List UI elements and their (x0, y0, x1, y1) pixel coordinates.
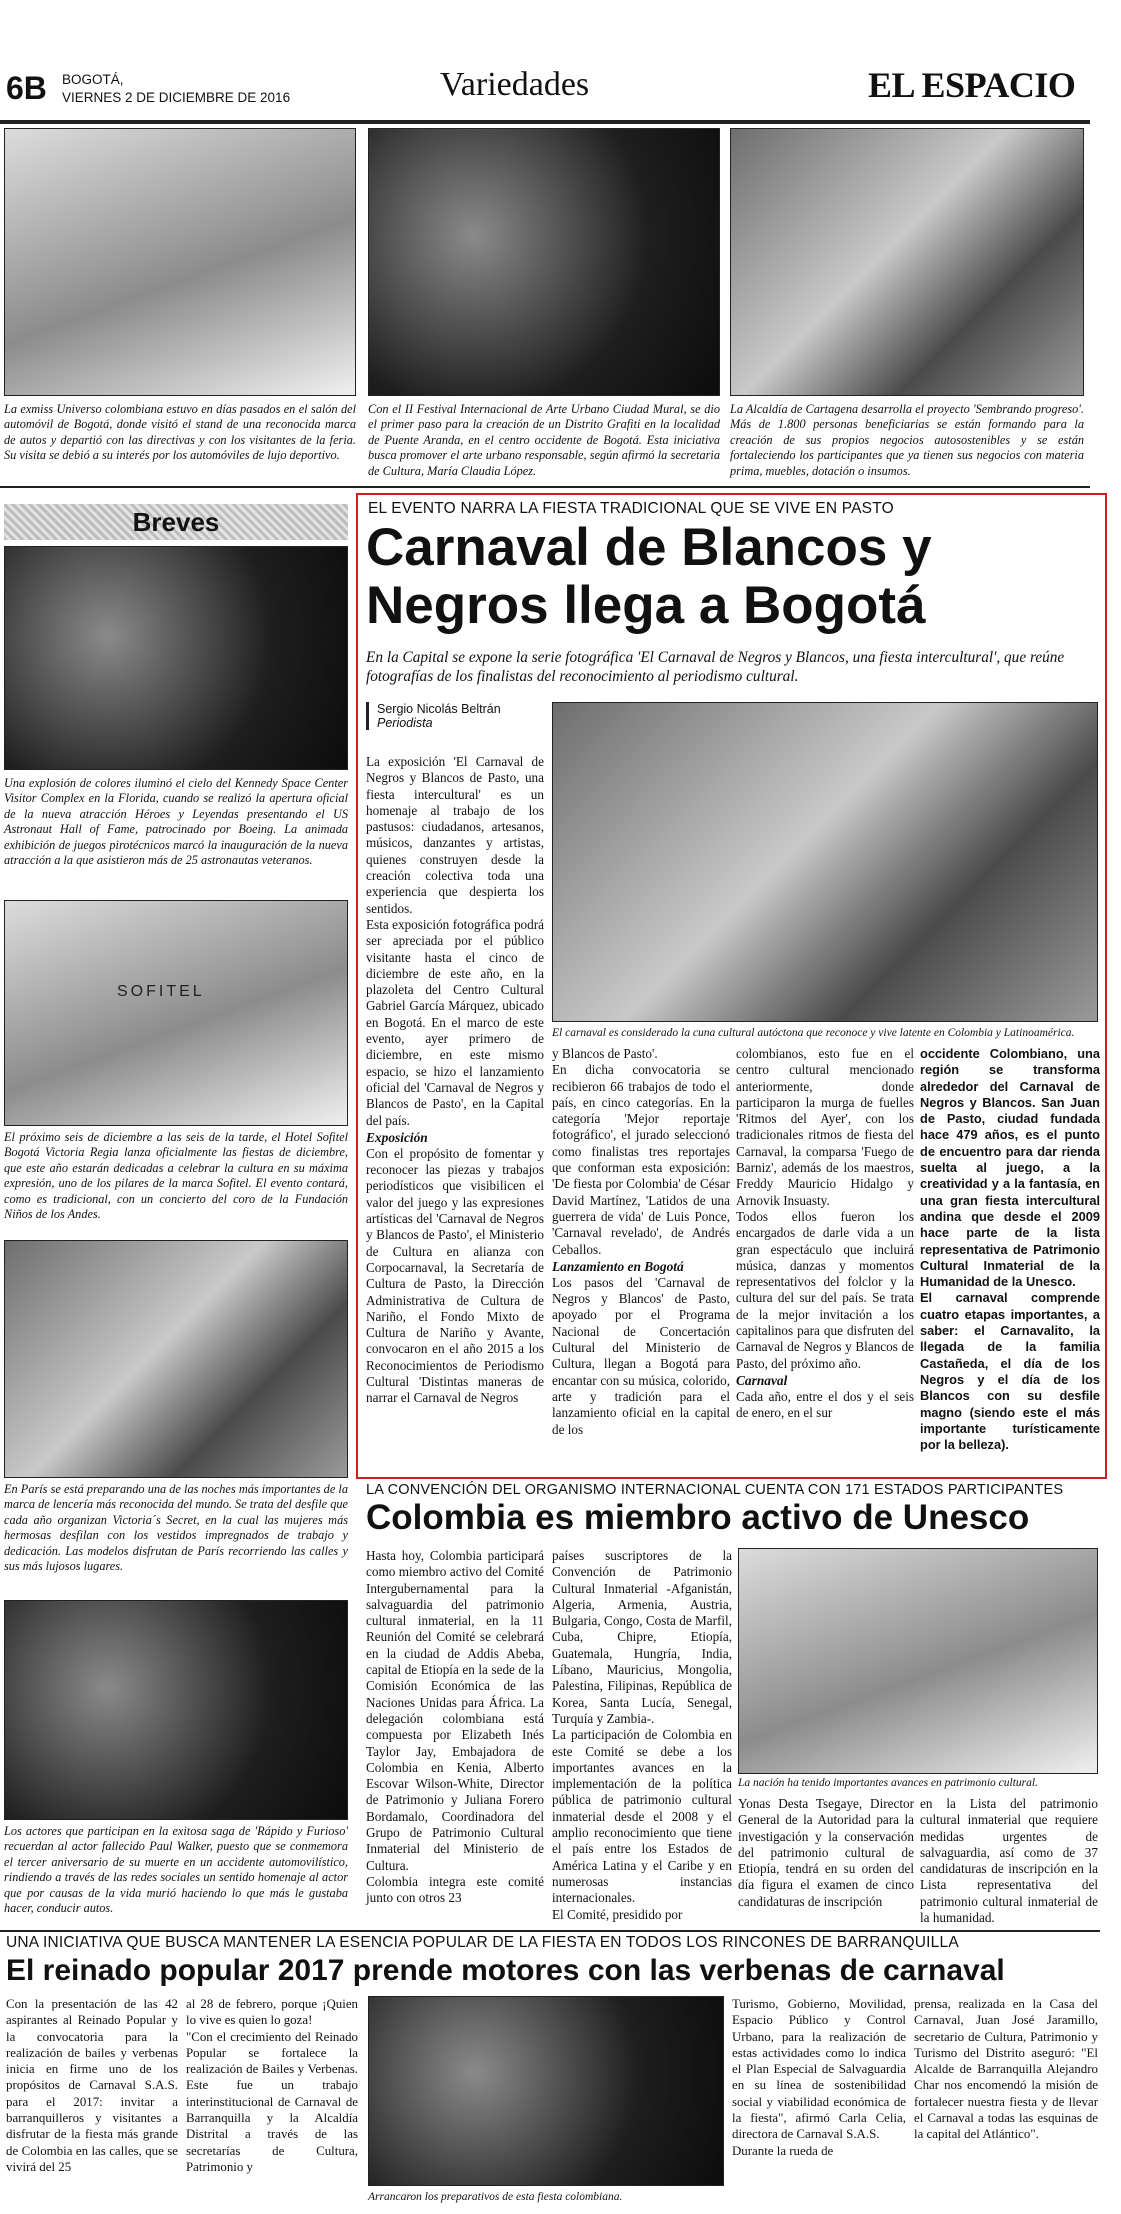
main-kicker: EL EVENTO NARRA LA FIESTA TRADICIONAL QUE SE VIVE EN PASTO (368, 500, 894, 517)
photo-barranquilla (368, 1996, 724, 2186)
unesco-col2-p2: La participación de Colombia en este Comité se debe a los importantes avances en la implementación de la política pública de patrimonio cultural inmaterial desde el 2008 y el amplio reconocimiento que tiene el país entre los Estados de América Latina y el Caribe y en numerosas instancias internacionales. (552, 1727, 732, 1906)
unesco-col2-p1: países suscriptores de la Convención de Patrimonio Cultural Inmaterial -Afganistán, Algeria, Armenia, Austria, Bulgaria, Congo, Costa de Marfil, Cuba, Chipre, Etiopía, Guatemala, Hungría, India, Líbano, Mauricius, Mongolia, Palestina, Filipinas, República de Korea, Santa Lucía, Senegal, Turquía y Zambia-. (552, 1548, 732, 1726)
main-col1-p2: Esta exposición fotográfica podrá ser apreciada por el público visitante hasta el cinco de diciembre de este año, en la plazoleta del Centro Cultural Gabriel García Márquez, ubicado en Bogotá. En el marco de este evento, ayer primero de diciembre, en este mismo espacio, se hizo el lanzamiento oficial del 'Carnaval de Negros y Blancos de Pasto', en la Capital del país. (366, 916, 544, 1128)
caption-barranquilla: Arrancaron los preparativos de esta fiesta colombiana. (368, 2191, 623, 2203)
barranquilla-col-3 (732, 1996, 906, 2159)
unesco-col-2 (552, 1548, 732, 1923)
unesco-col2-p3: El Comité, presidido por (552, 1906, 683, 1922)
main-col1-intro: La exposición 'El Carnaval de Negros y Blancos de Pasto, una fiesta intercultural' es un homenaje al trabajo de los pastusos: ciudadanos, artesanos, músicos, danzantes y artistas, quienes construyen desde la creación colectiva toda una experiencia que despierta los sentidos. (366, 754, 544, 916)
photo-carnival-masks (552, 702, 1098, 1022)
main-col3-subhead: Carnaval (736, 1372, 788, 1388)
main-col-4 (920, 1046, 1100, 1453)
unesco-kicker: LA CONVENCIÓN DEL ORGANISMO INTERNACIONAL CUENTA CON 171 ESTADOS PARTICIPANTES (366, 1482, 1064, 1498)
lower-rule (0, 1930, 1100, 1932)
photo-hotel (4, 900, 348, 1126)
main-col1-p3: Con el propósito de fomentar y reconocer las piezas y trabajos periodísticos que visibilicen el valor del juego y las expresiones artísticas del 'Carnaval de Negros y Blancos de Pasto', el Ministerio de Cultura en alianza con Corpocarnaval, la Secretaría de Cultura de Pasto, la Dirección Administrativa de Cultura de Nariño, el Fondo Mixto de Cultura de Nariño y Avante, convocaron en el año 2015 a los Reconocimientos de Periodismo Cultural 'Distintas maneras de narrar el Carnaval de Negros (366, 1145, 544, 1406)
unesco-col-1 (366, 1548, 544, 1907)
breve-fashion-show: En París se está preparando una de las noches más importantes de la marca de lencería más reconocida del mundo. Se trata del desfile que cada año organizan Victoria´s Secret, en la cual las mujeres más hermosas desfilan con los vestidos impregnados de trabajo y dedicación. Las modelos disfrutan de París recorriendo las calles y sus más lujosos lugares. (4, 1482, 348, 1574)
unesco-col1-p1: Hasta hoy, Colombia participará como miembro activo del Comité Intergubernamental para la salvaguardia del patrimonio cultural inmaterial, en la 11 Reunión del Comité se celebrará en la ciudad de Addis Abeba, capital de Etiopía en la sede de la Comisión Económica de las Naciones Unidas para África. La delegación colombiana está compuesta por Elizabeth Inés Taylor Jay, Embajadora de Colombia en Kenia, Alberto Escovar Wilson-White, Director de Patrimonio y Juliana Forero Bordamalo, Coordinadora del Grupo de Patrimonio Cultural Inmaterial del Ministerio de Cultura. (366, 1548, 544, 1873)
barranquilla-col2-p2: "Con el crecimiento del Reinado Popular se fortalece la realización de Bailes y Verbenas. Este fue un trabajo interinstitucional de Carnaval de Barranquilla y la Alcaldía Distrital a través de las secretarías de Cultura, Patrimonio y (186, 2029, 358, 2174)
section-title: Variedades (440, 66, 590, 103)
main-headline-line2: Negros llega a Bogotá (366, 576, 926, 635)
byline (366, 702, 536, 730)
main-col2-p3: Los pasos del 'Carnaval de Negros y Blancos' de Pasto, apoyado por el Programa Nacional de Concertación Cultural del Ministerio de Cultura, llegan a Bogotá para encantar con su música, colorido, arte y tradición para el lanzamiento oficial en la capital de los (552, 1274, 730, 1437)
caption-graffiti: Con el II Festival Internacional de Arte Urbano Ciudad Mural, se dio el primer paso para la creación de un Distrito Grafiti en la localidad de Puente Aranda, en el centro occidente de Bogotá. Esta iniciativa busca promover el arte urbano responsable, según afirmó la secretaria de Cultura, María Claudia López. (368, 402, 720, 478)
barranquilla-col-1 (6, 1996, 178, 2175)
barranquilla-col4-p1: prensa, realizada en la Casa del Carnaval, Juan José Jaramillo, secretario de Cultura, Patrimonio y Turismo del Distrito aseguró: "El Alcalde de Barranquilla Alejandro Char nos encomendó la misión de fortalecer nuestra fiesta y de llevar el Carnaval a todas las esquinas de la capital del Atlántico". (914, 1997, 1098, 2142)
main-col4-p2: El carnaval comprende cuatro etapas importantes, a saber: el Carnavalito, la llegada de la familia Castañeda, el día de los Negros y el día de los Blancos con su desfile magno (siendo este el más importante turísticamente por la belleza). (920, 1290, 1100, 1453)
main-headline-line1: Carnaval de Blancos y (366, 518, 932, 577)
photo-cartagena (730, 128, 1084, 396)
unesco-col1-p2: Colombia integra este comité junto con otros 23 (366, 1873, 544, 1906)
barranquilla-col2-p1: al 28 de febrero, porque ¡Quien lo vive es quien lo goza! (186, 1997, 358, 2028)
caption-cartagena: La Alcaldía de Cartagena desarrolla el proyecto 'Sembrando progreso'. Más de 1.800 personas beneficiarias se están formando para la creación de sus propios negocios autosostenibles y se están fortaleciendo los participantes que ya tienen sus negocios con materia prima, muebles, dotación o insumos. (730, 402, 1084, 478)
unesco-col-4 (920, 1796, 1098, 1926)
main-col2-subhead: Lanzamiento en Bogotá (552, 1258, 684, 1274)
barranquilla-headline: El reinado popular 2017 prende motores con las verbenas de carnaval (6, 1954, 1005, 1987)
main-col3-p1: colombianos, esto fue en el centro cultural mencionado anteriormente, donde participaron la murga de fuelles 'Ritmos del Ayer', con los tradicionales ritmos de fiesta del Carnaval, la comparsa 'Fuego de Barniz', además de los maestros, Freddy Mauricio Hidalgo y Arnovik Insuasty. (736, 1046, 914, 1208)
photo-unesco (738, 1548, 1098, 1774)
caption-auto-show: La exmiss Universo colombiana estuvo en días pasados en el salón del automóvil de Bogotá, donde visitó el stand de una reconocida marca de autos y departió con las directivas y con los visitantes de la feria. Su visita se debió a su interés por los automóviles de lujo deportivo. (4, 402, 356, 463)
barranquilla-col3-p2: Durante la rueda de (732, 2143, 834, 2158)
unesco-headline: Colombia es miembro activo de Unesco (366, 1498, 1030, 1537)
main-col-3 (736, 1046, 914, 1422)
breves-header (4, 504, 348, 540)
unesco-col3-p1: Yonas Desta Tsegaye, Director General de la Autoridad para la investigación y la conservación del patrimonio cultural de Etiopía, tendrá en su orden del día figura el examen de cinco candidaturas de inscripción (738, 1796, 914, 1909)
photo-fireworks (4, 546, 348, 770)
header-rule (0, 120, 1090, 124)
main-col3-p2: Todos ellos fueron los encargados de darle vida a un gran espectáculo que incluirá música, danzas y momentos representativos del folclor y la cultura del sur del país. Se trata de la mejor invitación a los capitalinos para que disfruten del Carnaval de Negros y Blancos de Pasto, del próximo año. (736, 1208, 914, 1371)
barranquilla-col-4 (914, 1996, 1098, 2143)
main-dek: En la Capital se expone la serie fotográfica 'El Carnaval de Negros y Blancos, una fiesta intercultural', que reúne fotografías de los finalistas del reconocimiento al periodismo cultural. (366, 649, 1065, 685)
hotel-sign: SOFITEL (117, 983, 205, 1000)
main-col4-p1: occidente Colombiano, una región se transforma alrededor del Carnaval de Negros y Blancos. San Juan de Pasto, ciudad fundada hace 479 años, es el punto de encuentro para dar rienda suelta al juego, a la creatividad y a la fantasía, en una gran fiesta intercultural andina que desde el 2009 hace parte de la lista representativa de Patrimonio Cultural Inmaterial de la Humanidad de la Unesco. (920, 1046, 1100, 1290)
byline-role: Periodista (377, 716, 433, 730)
breve-hotel: El próximo seis de diciembre a las seis de la tarde, el Hotel Sofitel Bogotá Victoria Regia lanza oficialmente las fiestas de diciembre, que este año estarán dedicadas a celebrar la cultura en su máxima expresión, uno de los pilares de la marca Sofitel. El evento contará, como es tradicional, con un concierto del coro de la Fundación Niños de los Andes. (4, 1130, 348, 1222)
page-label: 6B (6, 70, 47, 106)
photo-actors (4, 1600, 348, 1820)
main-col2-p1: y Blancos de Pasto'. (552, 1046, 658, 1061)
barranquilla-kicker: UNA INICIATIVA QUE BUSCA MANTENER LA ESENCIA POPULAR DE LA FIESTA EN TODOS LOS RINCONES DE BARRANQUILLA (6, 1934, 959, 1951)
main-col1-subhead: Exposición (366, 1129, 428, 1145)
caption-unesco: La nación ha tenido importantes avances en patrimonio cultural. (738, 1777, 1038, 1789)
main-col2-p2: En dicha convocatoria se recibieron 66 trabajos de todo el país, en cinco categorías. En la categoría 'Mejor reportaje fotográfico', el jurado seleccionó como finalistas tres reportajes que conforman esta exposición: 'De fiesta por Colombia' de César David Martínez, 'Latidos de una guerrera de vida' de Luis Ponce, 'Carnaval revelado', de Andrés Ceballos. (552, 1062, 730, 1257)
barranquilla-col3-p1: Turismo, Gobierno, Movilidad, Espacio Público y Control Urbano, para la realización de estas actividades como lo indica el Plan Especial de Salvaguardia en su línea de sostenibilidad social y viabilidad económica de la fiesta", afirmó Carla Celia, directora de Carnaval S.A.S. (732, 1997, 906, 2142)
header-city: BOGOTÁ, (62, 72, 124, 87)
page-header (0, 60, 1121, 122)
unesco-col4-p1: en la Lista del patrimonio cultural inmaterial que requiere medidas urgentes de salvaguardia, así como de 37 candidaturas de inscripción en la Lista representativa del patrimonio cultural inmaterial de la humanidad. (920, 1796, 1098, 1926)
breve-actors: Los actores que participan en la exitosa saga de 'Rápido y Furioso' recuerdan al actor fallecido Paul Walker, puesto que se conmemora el tercer aniversario de su muerte en un accidente automovilístico, rindiendo a través de las redes sociales un sentido homenaje al actor que por causas de la vida murió haciendo lo que más le gustaba hacer, conducir autos. (4, 1824, 348, 1916)
photo-auto-show (4, 128, 356, 396)
breves-title: Breves (132, 507, 220, 537)
main-col3-p3: Cada año, entre el dos y el seis de enero, en el sur (736, 1388, 914, 1421)
barranquilla-col-2 (186, 1996, 358, 2175)
caption-carnival-masks: El carnaval es considerado la cuna cultural autóctona que reconoce y vive latente en Colombia y Latinoamérica. (552, 1027, 1075, 1039)
unesco-col-3 (738, 1796, 914, 1910)
byline-name: Sergio Nicolás Beltrán (377, 702, 501, 716)
main-col-1 (366, 754, 544, 1407)
photo-graffiti (368, 128, 720, 396)
header-date: VIERNES 2 DE DICIEMBRE DE 2016 (62, 90, 291, 105)
main-col-2 (552, 1046, 730, 1438)
top-strip-rule (0, 486, 1090, 488)
barranquilla-col1-p1: Con la presentación de las 42 aspirantes al Reinado Popular y la convocatoria para la realización de bailes y verbenas inicia en firme uno de los propósitos de Carnaval S.A.S. para el 2017: invitar a barranquilleros y visitantes a disfrutar de la fiesta más grande de Colombia en las calles, que se vivirá del 25 (6, 1997, 178, 2174)
breve-fireworks: Una explosión de colores iluminó el cielo del Kennedy Space Center Visitor Complex en la Florida, cuando se realizó la apertura oficial de la nueva atracción Héroes y Leyendas presentando el US Astronaut Hall of Fame, patrocinado por Boeing. La animada exhibición de juegos pirotécnicos marcó la inauguración de la nueva atracción a la que asistieron más de 25 astronautas veteranos. (4, 776, 348, 868)
photo-fashion-show (4, 1240, 348, 1478)
masthead: EL ESPACIO (868, 65, 1076, 105)
